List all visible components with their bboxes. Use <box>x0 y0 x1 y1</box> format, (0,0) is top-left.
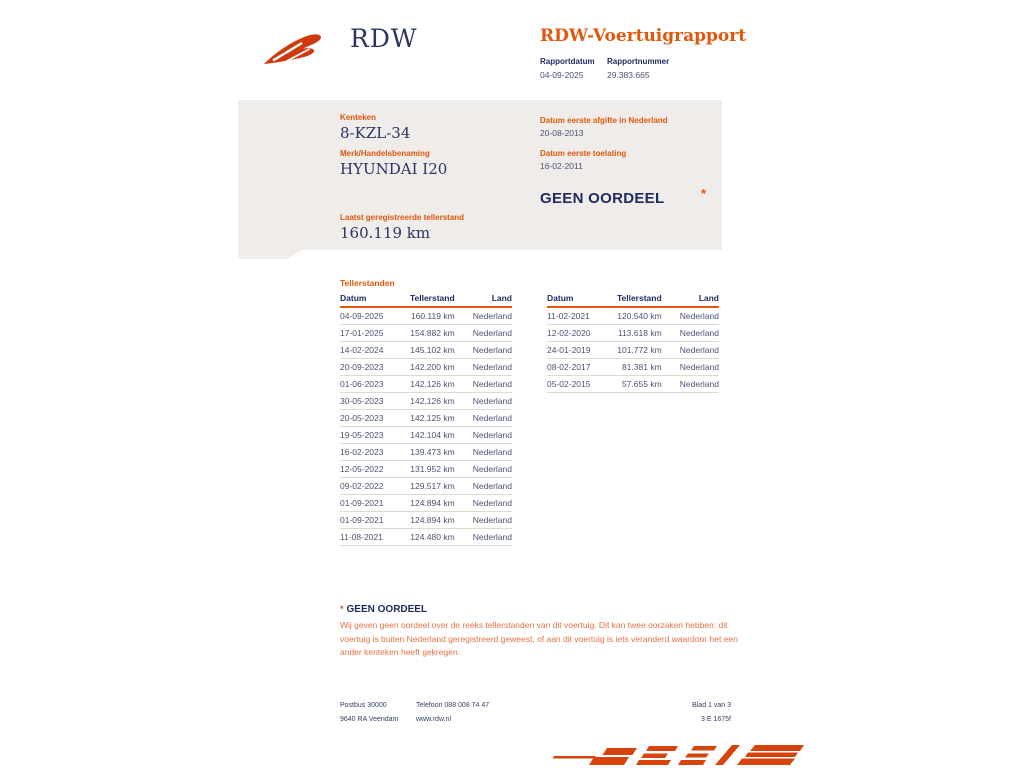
table-cell: 11-02-2021 <box>547 307 604 325</box>
kenteken-label: Kenteken <box>340 113 377 122</box>
eerste-toelating-value: 16-02-2011 <box>540 161 583 171</box>
table-cell: 142.125 km <box>397 410 454 427</box>
table-row <box>547 307 719 325</box>
column-header-tellerstand: Tellerstand <box>604 291 661 307</box>
table-body <box>547 307 719 393</box>
table-cell: Nederland <box>455 342 512 359</box>
column-header-datum: Datum <box>340 291 397 307</box>
table-row <box>340 529 512 546</box>
table-cell: Nederland <box>455 393 512 410</box>
page-footer <box>340 702 731 730</box>
oordeel-asterisk: * <box>701 186 707 201</box>
table-cell: 124.894 km <box>397 512 454 529</box>
footer-page-number: Blad 1 van 3 <box>692 702 731 709</box>
table-cell: 129.517 km <box>397 478 454 495</box>
table-row <box>547 325 719 342</box>
merk-value: HYUNDAI I20 <box>340 160 448 178</box>
report-date-label: Rapportdatum <box>540 57 595 66</box>
table-cell: 124.480 km <box>397 529 454 546</box>
table-cell: Nederland <box>455 427 512 444</box>
footer-address-line1: Postbus 30000 <box>340 702 387 709</box>
table-cell: Nederland <box>455 444 512 461</box>
note-asterisk: * <box>340 604 344 614</box>
report-number-label: Rapportnummer <box>607 57 670 66</box>
table-cell: 160.119 km <box>397 307 454 325</box>
table-cell: Nederland <box>455 495 512 512</box>
eerste-afgifte-label: Datum eerste afgifte in Nederland <box>540 116 668 125</box>
column-header-land: Land <box>455 291 512 307</box>
table-cell: 05-02-2015 <box>547 376 604 393</box>
table-cell: 12-05-2022 <box>340 461 397 478</box>
rdw-logo-text: RDW <box>350 24 418 53</box>
eerste-toelating-label: Datum eerste toelating <box>540 149 627 158</box>
table-cell: 142.200 km <box>397 359 454 376</box>
table-cell: Nederland <box>455 512 512 529</box>
table-cell: Nederland <box>662 376 719 393</box>
report-number-block <box>607 57 669 80</box>
table-cell: Nederland <box>455 359 512 376</box>
table-row <box>340 325 512 342</box>
rdw-wing-icon <box>262 32 342 68</box>
table-cell: 154.882 km <box>397 325 454 342</box>
table-cell: Nederland <box>455 529 512 546</box>
table-cell: 09-02-2022 <box>340 478 397 495</box>
footer-form-code: 3 E 1675f <box>701 716 731 723</box>
table-cell: Nederland <box>455 478 512 495</box>
table-row <box>340 342 512 359</box>
page-title: RDW-Voertuigrapport <box>540 26 747 46</box>
table-cell: Nederland <box>662 342 719 359</box>
table-header <box>340 291 512 307</box>
report-date-block <box>540 57 607 80</box>
rdw-speedlines-decoration-icon <box>548 739 804 768</box>
table-cell: 142.126 km <box>397 393 454 410</box>
table-cell: 12-02-2020 <box>547 325 604 342</box>
table-row <box>340 427 512 444</box>
table-cell: 11-08-2021 <box>340 529 397 546</box>
table-cell: 08-02-2017 <box>547 359 604 376</box>
table-body <box>340 307 512 546</box>
odometer-table-right <box>547 291 719 393</box>
table-row <box>340 410 512 427</box>
laatste-tellerstand-value: 160.119 km <box>340 224 431 242</box>
table-cell: Nederland <box>455 410 512 427</box>
table-header-row <box>340 291 512 307</box>
geen-oordeel-note <box>340 604 738 660</box>
table-cell: 101.772 km <box>604 342 661 359</box>
column-header-tellerstand: Tellerstand <box>397 291 454 307</box>
table-cell: 145.102 km <box>397 342 454 359</box>
eerste-afgifte-value: 20-08-2013 <box>540 128 584 138</box>
kenteken-value: 8-KZL-34 <box>340 124 411 142</box>
footer-address-line2: 9640 RA Veendam <box>340 716 399 723</box>
table-cell: 17-01-2025 <box>340 325 397 342</box>
report-number-value: 29.383.665 <box>607 70 650 80</box>
column-header-datum: Datum <box>547 291 604 307</box>
merk-label: Merk/Handelsbenaming <box>340 149 430 158</box>
oordeel-status: GEEN OORDEEL <box>540 190 665 207</box>
table-cell: Nederland <box>662 307 719 325</box>
note-body: Wij geven geen oordeel over de reeks tellerstanden van dit voertuig. Dit kan twee oorzaken hebben: dit voertuig is buiten Nederland geregistreerd geweest, of aan dit voertuig is iets veranderd waardoor het een ander kenteken heeft gekregen. <box>340 620 738 657</box>
note-heading <box>340 604 738 615</box>
table-cell: 142.126 km <box>397 376 454 393</box>
table-cell: 14-02-2024 <box>340 342 397 359</box>
table-cell: 19-05-2023 <box>340 427 397 444</box>
table-cell: 57.655 km <box>604 376 661 393</box>
note-title: GEEN OORDEEL <box>346 604 428 615</box>
table-cell: 01-09-2021 <box>340 512 397 529</box>
table-row <box>340 393 512 410</box>
table-cell: 01-06-2023 <box>340 376 397 393</box>
table-cell: 16-02-2023 <box>340 444 397 461</box>
table-row <box>340 376 512 393</box>
table-row <box>340 495 512 512</box>
table-row <box>547 376 719 393</box>
table-cell: 20-05-2023 <box>340 410 397 427</box>
report-meta <box>540 57 669 80</box>
table-cell: 81.381 km <box>604 359 661 376</box>
table-cell: 124.894 km <box>397 495 454 512</box>
footer-row <box>340 702 731 709</box>
table-cell: 142.104 km <box>397 427 454 444</box>
vehicle-summary-box <box>238 100 722 250</box>
table-cell: Nederland <box>455 376 512 393</box>
table-cell: 20-09-2023 <box>340 359 397 376</box>
table-row <box>340 444 512 461</box>
table-row <box>340 461 512 478</box>
footer-row <box>340 716 731 723</box>
laatste-tellerstand-label: Laatst geregistreerde tellerstand <box>340 213 465 222</box>
table-cell: 24-01-2019 <box>547 342 604 359</box>
table-row <box>547 359 719 376</box>
table-cell: Nederland <box>662 359 719 376</box>
table-cell: Nederland <box>455 461 512 478</box>
table-cell: Nederland <box>455 307 512 325</box>
table-cell: Nederland <box>455 325 512 342</box>
footer-website: www.rdw.nl <box>416 716 452 723</box>
table-cell: 131.952 km <box>397 461 454 478</box>
report-date-value: 04-09-2025 <box>540 70 584 80</box>
table-cell: 120.540 km <box>604 307 661 325</box>
table-row <box>340 512 512 529</box>
table-header <box>547 291 719 307</box>
table-cell: 01-09-2021 <box>340 495 397 512</box>
tellerstanden-section-title: Tellerstanden <box>340 278 395 288</box>
table-header-row <box>547 291 719 307</box>
table-row <box>340 307 512 325</box>
table-row <box>547 342 719 359</box>
column-header-land: Land <box>662 291 719 307</box>
table-cell: Nederland <box>662 325 719 342</box>
table-cell: 113.618 km <box>604 325 661 342</box>
table-cell: 139.473 km <box>397 444 454 461</box>
odometer-table-left <box>340 291 512 546</box>
table-row <box>340 478 512 495</box>
table-cell: 04-09-2025 <box>340 307 397 325</box>
table-row <box>340 359 512 376</box>
table-cell: 30-05-2023 <box>340 393 397 410</box>
footer-phone: Telefoon 088 008 74 47 <box>416 702 490 709</box>
